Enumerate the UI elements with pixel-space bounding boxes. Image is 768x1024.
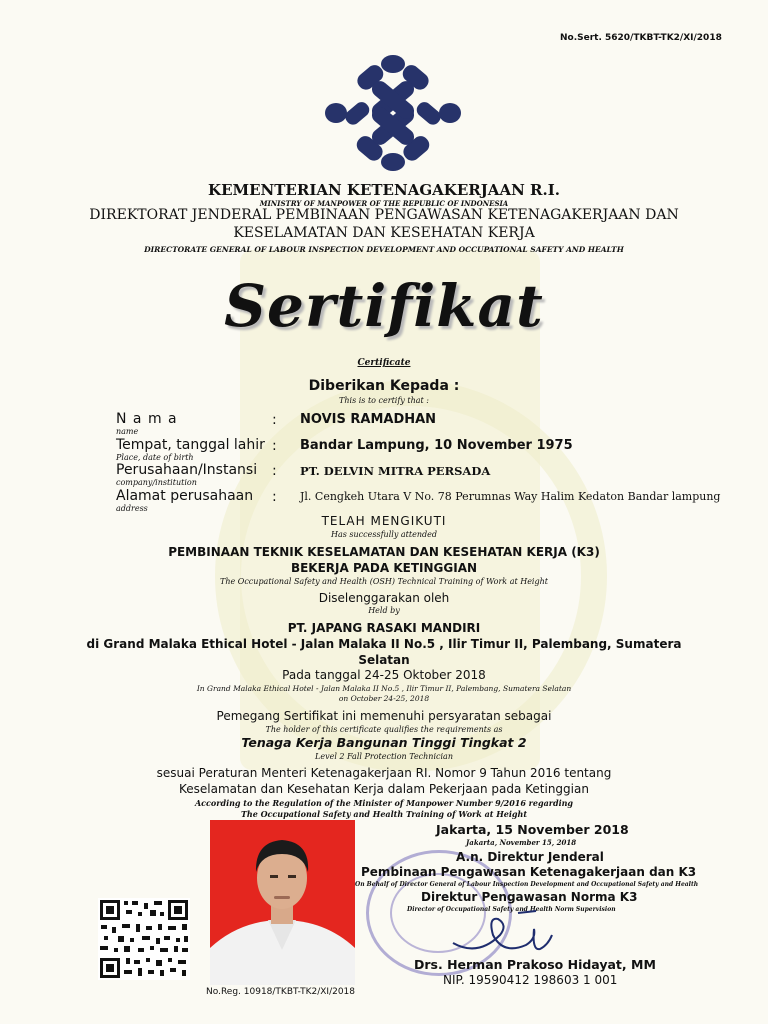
company-label-en: company/institution — [116, 478, 197, 487]
name-colon: : — [272, 412, 277, 428]
venue-line-1: di Grand Malaka Ethical Hotel - Jalan Malaka II No.5 , Ilir Timur II, Palembang, Sumatera — [86, 637, 682, 651]
sign-director-title-en: Director of Occupational Safety and Health Norm Supervision — [407, 906, 616, 913]
qr-code-icon — [98, 898, 190, 980]
regulation-line-2: Keselamatan dan Kesehatan Kerja dalam Pekerjaan pada Ketinggian — [179, 782, 589, 796]
given-to-label: Diberikan Kepada : — [308, 378, 460, 394]
name-label-en: name — [116, 427, 139, 436]
qualification-en: Level 2 Fall Protection Technician — [315, 752, 453, 761]
birth-colon: : — [272, 438, 277, 454]
company-label: Perusahaan/Instansi — [116, 462, 258, 478]
ministry-name-en: MINISTRY OF MANPOWER OF THE REPUBLIC OF INDONESIA — [259, 199, 509, 208]
venue-en-line-2: on October 24-25, 2018 — [338, 694, 430, 703]
birth-label-en: Place, date of birth — [116, 453, 194, 462]
name-value: NOVIS RAMADHAN — [300, 412, 437, 427]
holder-statement: Pemegang Sertifikat ini memenuhi persyaratan sebagai — [216, 709, 552, 723]
regulation-line-1: sesuai Peraturan Menteri Ketenagakerjaan RI. Nomor 9 Tahun 2016 tentang — [156, 766, 612, 780]
holder-statement-en: The holder of this certificate qualifies the requirements as — [265, 725, 503, 734]
sign-place-date: Jakarta, 15 November 2018 — [436, 822, 629, 837]
directorate-line-1: DIREKTORAT JENDERAL PEMBINAAN PENGAWASAN KETENAGAKERJAAN DAN — [89, 207, 679, 223]
certificate-number: No.Sert. 5620/TKBT-TK2/XI/2018 — [560, 33, 722, 43]
regulation-en-line-1: According to the Regulation of the Minister of Manpower Number 9/2016 regarding — [194, 798, 574, 808]
company-colon: : — [272, 463, 277, 479]
date-line: Pada tanggal 24-25 Oktober 2018 — [282, 668, 486, 682]
signature-icon — [448, 905, 558, 960]
ministry-name: KEMENTERIAN KETENAGAKERJAAN R.I. — [208, 181, 560, 199]
attended-label: TELAH MENGIKUTI — [321, 514, 447, 528]
person-portrait-icon — [210, 820, 355, 985]
sign-directorate-en: On Behalf of Director General of Labour Inspection Development and Occupational Safety and Health — [355, 881, 699, 888]
qr-code — [98, 898, 190, 980]
venue-line-2: Selatan — [358, 653, 410, 667]
training-en: The Occupational Safety and Health (OSH) Technical Training of Work at Height — [220, 577, 548, 586]
organizer: PT. JAPANG RASAKI MANDIRI — [287, 621, 481, 635]
directorate-line-2: KESELAMATAN DAN KESEHATAN KERJA — [233, 225, 535, 241]
birth-label: Tempat, tanggal lahir — [116, 437, 265, 453]
signatory-name: Drs. Herman Prakoso Hidayat, MM — [414, 957, 656, 972]
signatory-nip: NIP. 19590412 198603 1 001 — [443, 973, 618, 987]
address-label-en: address — [116, 504, 148, 513]
certificate-title: Sertifikat — [224, 272, 544, 340]
attended-label-en: Has successfully attended — [331, 530, 437, 539]
holder-photo — [210, 820, 355, 985]
training-line-1: PEMBINAAN TEKNIK KESELAMATAN DAN KESEHATAN KERJA (K3) — [168, 545, 600, 559]
birth-value: Bandar Lampung, 10 November 1975 — [300, 438, 573, 453]
certificate-title-en: Certificate — [357, 358, 411, 368]
sign-on-behalf: A.n. Direktur Jenderal — [456, 850, 604, 864]
address-colon: : — [272, 489, 277, 505]
ministry-logo-icon — [322, 52, 464, 174]
qualification: Tenaga Kerja Bangunan Tinggi Tingkat 2 — [241, 735, 527, 750]
held-label: Diselenggarakan oleh — [318, 591, 450, 605]
registration-number: No.Reg. 10918/TKBT-TK2/XI/2018 — [206, 987, 356, 997]
address-value: Jl. Cengkeh Utara V No. 78 Perumnas Way Halim Kedaton Bandar lampung — [300, 490, 721, 503]
venue-en-line-1: In Grand Malaka Ethical Hotel - Jalan Malaka II No.5 , Ilir Timur II, Palembang, Sumatera Selatan — [196, 684, 572, 693]
sign-place-date-en: Jakarta, November 15, 2018 — [466, 838, 577, 847]
given-to-label-en: This is to certify that : — [339, 396, 429, 405]
name-label: N a m a — [116, 411, 178, 427]
regulation-en-line-2: The Occupational Safety and Health Training of Work at Height — [240, 809, 528, 819]
held-label-en: Held by — [368, 606, 400, 615]
sign-director-title: Direktur Pengawasan Norma K3 — [421, 890, 638, 904]
address-label: Alamat perusahaan — [116, 488, 254, 504]
sign-directorate: Pembinaan Pengawasan Ketenagakerjaan dan K3 — [361, 865, 697, 879]
directorate-en: DIRECTORATE GENERAL OF LABOUR INSPECTION DEVELOPMENT AND OCCUPATIONAL SAFETY AND HEALTH — [144, 245, 624, 254]
company-value: PT. DELVIN MITRA PERSADA — [300, 464, 491, 478]
training-line-2: BEKERJA PADA KETINGGIAN — [290, 561, 478, 575]
